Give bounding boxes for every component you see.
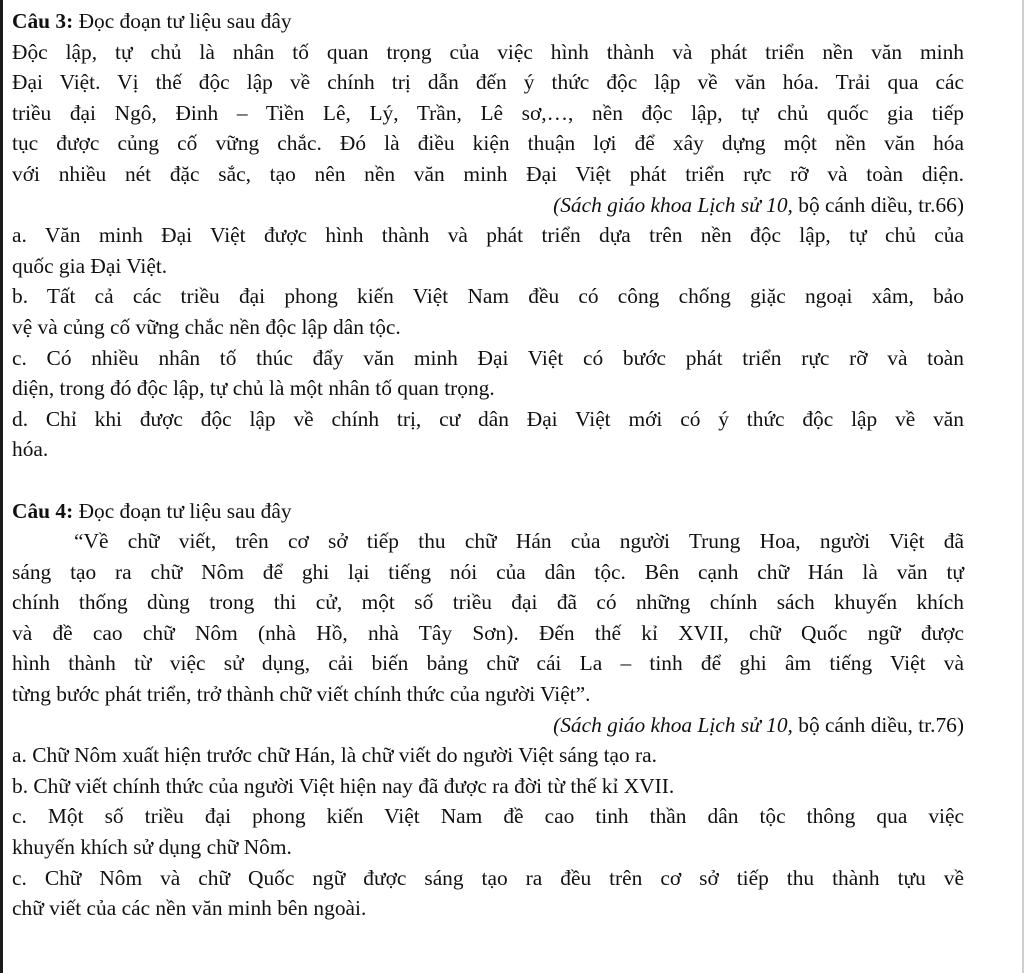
q3-passage-line: Đại Việt. Vị thế độc lập về chính trị dẫn đến ý thức độc lập về văn hóa. Trải qua các [12,70,964,95]
q3-passage-line: tục được củng cố vững chắc. Đó là điều kiện thuận lợi để xây dựng một nền văn hóa [12,131,964,156]
q4-passage [12,526,964,710]
document-content [12,6,964,924]
q4-passage-line: sáng tạo ra chữ Nôm để ghi lại tiếng nói của dân tộc. Bên cạnh chữ Hán là văn tự [12,559,964,584]
q3-option-c [12,343,964,404]
q3-option-b [12,281,964,342]
q3-source-rest: bộ cánh diều, tr.66) [792,192,964,217]
q3-title: Đọc đoạn tư liệu sau đây [73,9,292,33]
q4-option-c [12,801,964,862]
q4-passage-line: từng bước phát triển, trở thành chữ viết chính thức của người Việt”. [12,682,591,707]
q3-option-a [12,220,964,281]
q4-option-a [12,740,964,771]
q3-source [12,190,964,221]
q3-heading [12,6,964,37]
q4-option-d-line: c. Chữ Nôm và chữ Quốc ngữ được sáng tạo ra đều trên cơ sở tiếp thu thành tựu về [12,865,964,890]
q3-passage-line: Độc lập, tự chủ là nhân tố quan trọng của việc hình thành và phát triển nền văn minh [12,39,964,64]
q3-option-d [12,404,964,465]
q4-option-b-line: b. Chữ viết chính thức của người Việt hiện nay đã được ra đời từ thế kỉ XVII. [12,773,675,798]
q4-source-italic: (Sách giáo khoa Lịch sử 10, [553,712,793,737]
q3-option-c-line: c. Có nhiều nhân tố thúc đẩy văn minh Đại Việt có bước phát triển rực rỡ và toàn [12,345,964,370]
q3-option-d-line: d. Chỉ khi được độc lập về chính trị, cư dân Đại Việt mới có ý thức độc lập về văn [12,406,964,431]
q3-option-c-line: diện, trong đó độc lập, tự chủ là một nhân tố quan trọng. [12,376,495,401]
section-spacer [12,465,964,496]
q3-passage-line: với nhiều nét đặc sắc, tạo nên nền văn minh Đại Việt phát triển rực rỡ và toàn diện. [12,161,964,186]
q4-passage-line: hình thành từ việc sử dụng, cải biến bảng chữ cái La – tinh để ghi âm tiếng Việt và [12,651,964,676]
q3-label: Câu 3: [12,9,74,33]
q4-label: Câu 4: [12,498,74,523]
q4-option-a-line: a. Chữ Nôm xuất hiện trước chữ Hán, là chữ viết do người Việt sáng tạo ra. [12,743,658,768]
q3-option-b-line: b. Tất cả các triều đại phong kiến Việt Nam đều có công chống giặc ngoại xâm, bảo [12,284,964,309]
q4-option-b [12,771,964,802]
q3-option-a-line: a. Văn minh Đại Việt được hình thành và phát triển dựa trên nền độc lập, tự chủ của [12,223,964,248]
q4-option-c-line: c. Một số triều đại phong kiến Việt Nam đề cao tinh thần dân tộc thông qua việc [12,804,964,829]
q4-heading [12,496,964,527]
q4-passage-line: chính thống dùng trong thi cử, một số triều đại đã có những chính sách khuyến khích [12,590,964,615]
q4-source [12,710,964,741]
q3-option-b-line: vệ và củng cố vững chắc nền độc lập dân tộc. [12,314,401,339]
q3-passage-line: triều đại Ngô, Đinh – Tiền Lê, Lý, Trần, Lê sơ,…, nền độc lập, tự chủ quốc gia tiếp [12,100,964,125]
q4-source-rest: bộ cánh diều, tr.76) [792,712,964,737]
q3-option-a-line: quốc gia Đại Việt. [12,253,168,278]
q3-option-d-line: hóa. [12,437,49,462]
q4-option-d [12,863,964,924]
q3-passage [12,37,964,190]
q4-passage-line: “Về chữ viết, trên cơ sở tiếp thu chữ Hán của người Trung Hoa, người Việt đã [74,529,964,554]
q4-option-d-line: chữ viết của các nền văn minh bên ngoài. [12,896,367,921]
q4-passage-line: và đề cao chữ Nôm (nhà Hồ, nhà Tây Sơn). Đến thế kỉ XVII, chữ Quốc ngữ được [12,620,964,645]
page-left-border [0,0,3,973]
q4-title: Đọc đoạn tư liệu sau đây [73,498,292,523]
q4-option-c-line: khuyến khích sử dụng chữ Nôm. [12,835,292,860]
q3-source-italic: (Sách giáo khoa Lịch sử 10, [553,192,793,217]
